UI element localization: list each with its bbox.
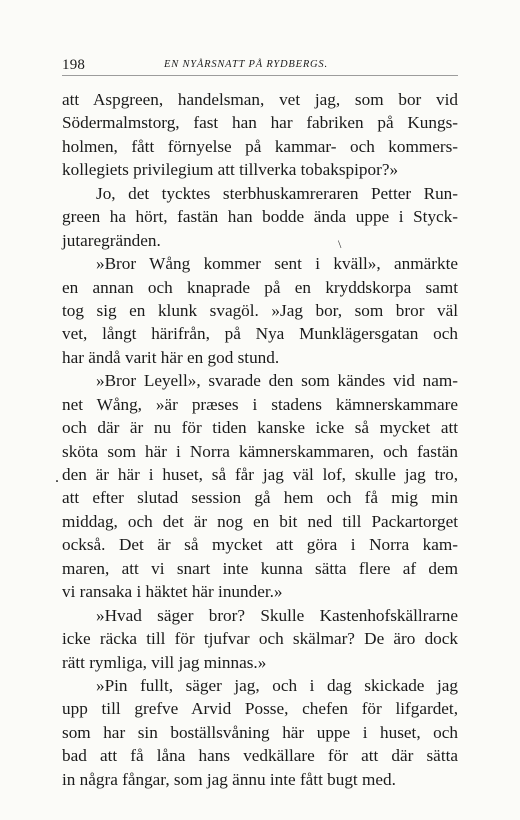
text-line: sköta som här i Norra kämnerskammaren, och fastän [62, 441, 458, 461]
text-line: »Pin fullt, säger jag, och i dag skickade jag [96, 675, 458, 695]
text-line: Södermalmstorg, fast han har fabriken på Kungs- [62, 113, 458, 133]
text-line: »Hvad säger bror? Skulle Kastenhofskällrarne [96, 605, 458, 625]
paragraph [62, 88, 458, 182]
text-line: vet, långt härifrån, på Nya Munklägersgatan och [62, 324, 458, 344]
text-line: också. Det är så mycket att göra i Norra kam- [62, 535, 458, 555]
text-line: att Aspgreen, handelsman, vet jag, som bor vid [62, 90, 458, 109]
page-number: 198 [62, 57, 86, 73]
text-line: den är här i huset, så får jag väl lof, skulle jag tro, [62, 465, 458, 484]
header-rule [62, 75, 458, 76]
text-line: »Bror Leyell», svarade den som kändes vid nam- [96, 371, 458, 391]
text-line: in några fångar, som jag ännu inte fått bugt med. [62, 769, 396, 789]
text-line: vi ransaka i häktet här inunder.» [62, 582, 283, 602]
paragraph [62, 674, 458, 791]
text-line: har ändå varit här en god stund. [62, 347, 280, 367]
page-header [62, 56, 458, 76]
text-line: net Wång, »är præses i stadens kämnerskammare [62, 394, 458, 414]
body-text [62, 88, 458, 791]
paragraph [62, 252, 458, 369]
text-line: bad att få låna hans vedkällare för att där sätta [62, 746, 458, 766]
text-line: »Bror Wång kommer sent i kväll», anmärkte [96, 254, 458, 274]
text-line: kollegiets privilegium att tillverka tobakspipor?» [62, 160, 399, 180]
paragraph [62, 604, 458, 674]
text-line: som har sin boställsvåning här uppe i huset, och [62, 722, 458, 742]
text-line: holmen, fått förnyelse på kammar- och kommers- [62, 136, 458, 156]
text-line: och där är nu för tiden kanske icke så mycket att [62, 418, 458, 438]
running-head: EN NYÅRSNATT PÅ RYDBERGS. [164, 59, 328, 70]
margin-mark: \ [338, 237, 342, 251]
text-line: middag, och det är nog en bit ned till Packartorget [62, 511, 458, 531]
margin-mark: . [55, 469, 59, 486]
text-line: jutaregränden. [62, 230, 161, 250]
text-line: tog sig en klunk svagöl. »Jag bor, som bror väl [62, 300, 458, 320]
text-line: en annan och knaprade på en kryddskorpa samt [62, 277, 458, 297]
text-line: maren, att vi snart inte kunna sätta flere af dem [62, 558, 458, 578]
text-line: att efter slutad session gå hem och få mig min [62, 488, 458, 508]
paragraph [62, 369, 458, 603]
paragraph [62, 182, 458, 252]
text-line: green ha hört, fastän han bodde ända uppe i Styck- [62, 207, 458, 227]
text-line: Jo, det tycktes sterbhuskamreraren Petter Run- [96, 183, 458, 203]
text-line: upp till grefve Arvid Posse, chefen för lifgardet, [62, 699, 458, 719]
text-line: rätt rymliga, vill jag minnas.» [62, 652, 267, 672]
text-line: icke räcka till för tjufvar och skälmar? De äro dock [62, 629, 458, 649]
